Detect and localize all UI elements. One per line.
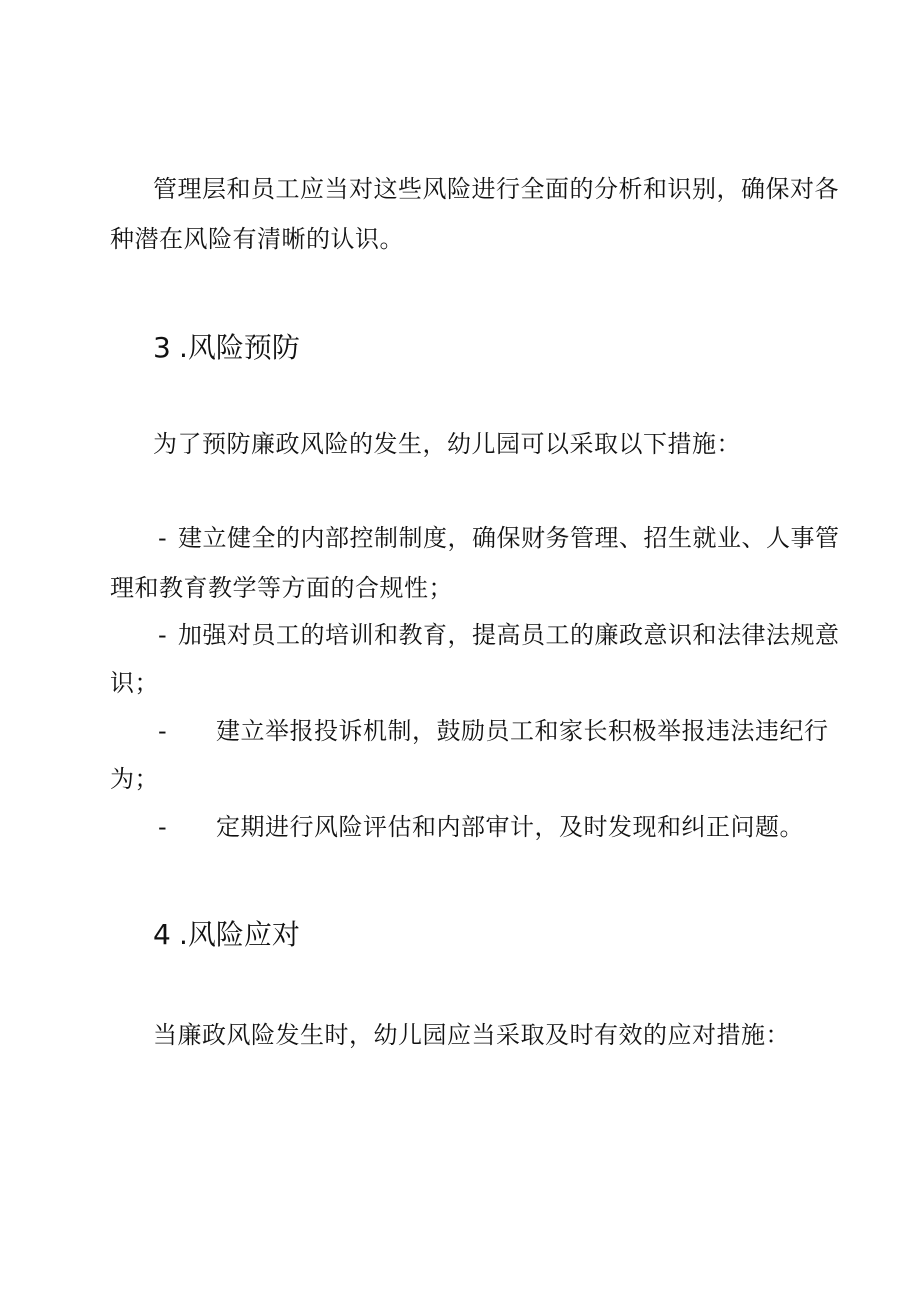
section-intro: 为了预防廉政风险的发生，幼儿园可以采取以下措施： <box>153 430 741 458</box>
paragraph-line: 管理层和员工应当对这些风险进行全面的分析和识别，确保对各 <box>153 175 839 203</box>
section-intro: 当廉政风险发生时，幼儿园应当采取及时有效的应对措施： <box>153 1021 790 1049</box>
section-number: 3 <box>153 331 171 364</box>
bullet-text: 理和教育教学等方面的合规性； <box>110 574 453 602</box>
section-heading <box>153 331 300 365</box>
bullet-dash: - <box>158 524 167 552</box>
bullet-text: 识； <box>110 669 159 697</box>
bullet-text: 为； <box>110 765 159 793</box>
section-title: .风险预防 <box>179 331 300 364</box>
section-number: 4 <box>153 918 171 951</box>
bullet-dash: - <box>158 717 167 745</box>
bullet-text: 定期进行风险评估和内部审计，及时发现和纠正问题。 <box>216 813 804 841</box>
section-heading <box>153 918 300 952</box>
bullet-text: 加强对员工的培训和教育，提高员工的廉政意识和法律法规意 <box>178 621 840 649</box>
paragraph-line: 种潜在风险有清晰的认识。 <box>110 225 404 253</box>
bullet-text: 建立举报投诉机制，鼓励员工和家长积极举报违法违纪行 <box>216 717 829 745</box>
section-title: .风险应对 <box>179 918 300 951</box>
bullet-text: 建立健全的内部控制制度，确保财务管理、招生就业、人事管 <box>178 524 840 552</box>
bullet-dash: - <box>158 621 167 649</box>
bullet-dash: - <box>158 813 167 841</box>
